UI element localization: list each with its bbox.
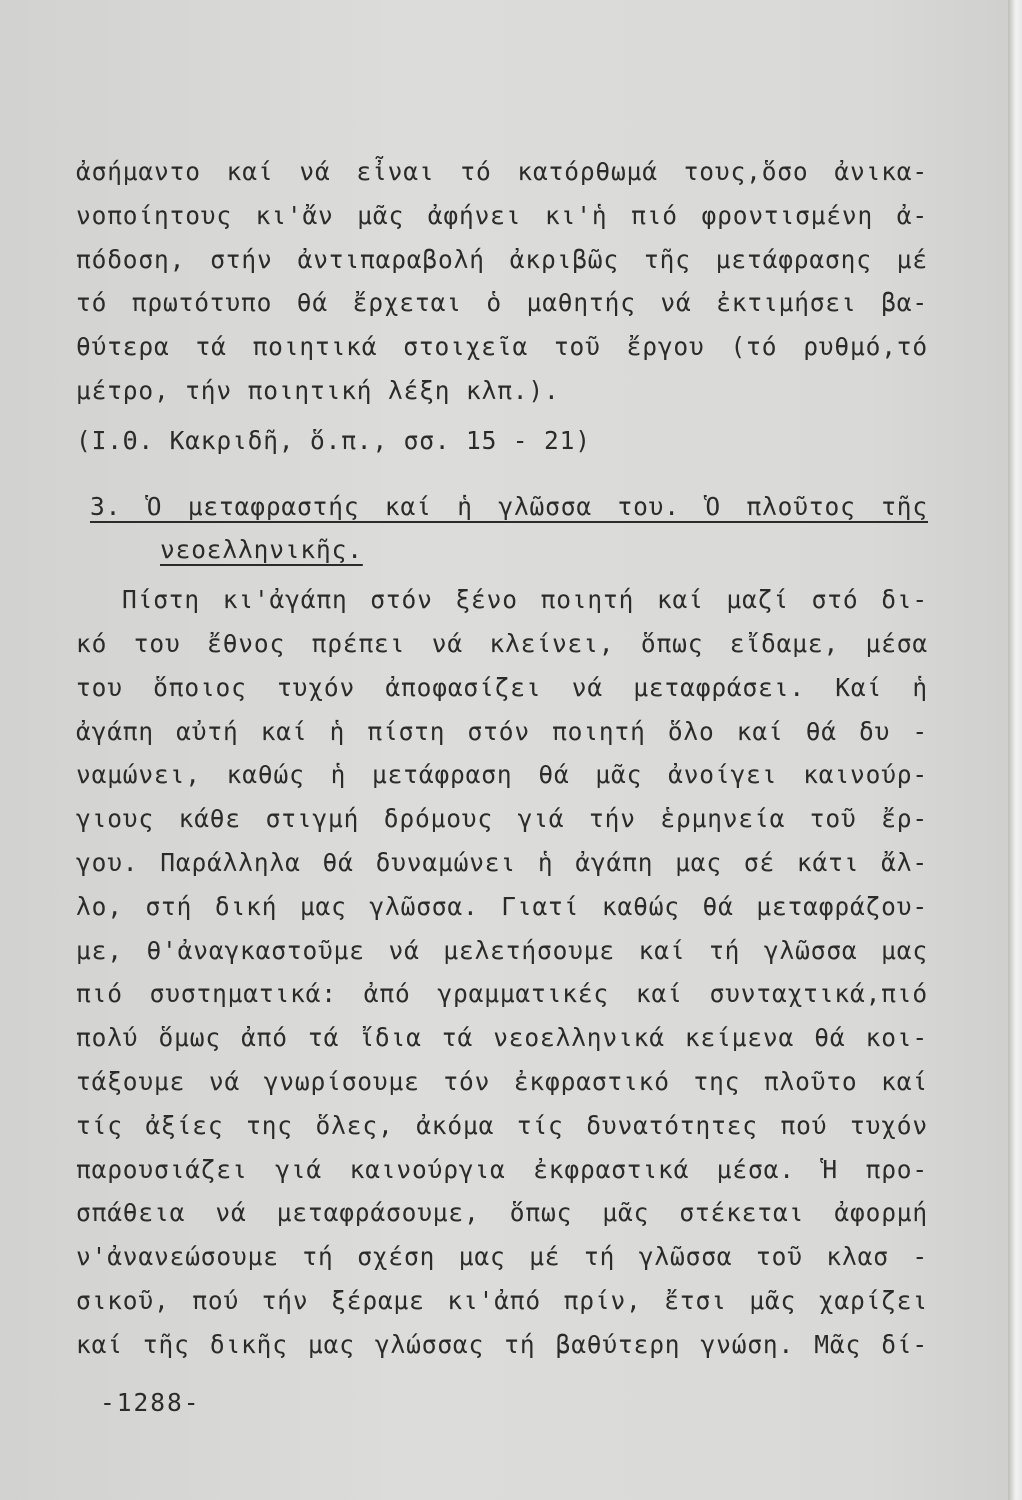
text-line: ναμώνει, καθώς ἡ μετάφραση θά μᾶς ἀνοίγει καινούρ- bbox=[76, 760, 928, 790]
text-line: με, θ'ἀναγκαστοῦμε νά μελετήσουμε καί τή γλῶσσα μας bbox=[76, 935, 928, 965]
citation: (Ι.Θ. Κακριδῆ, ὅ.π., σσ. 15 - 21) bbox=[76, 425, 591, 455]
section-heading-line: νεοελληνικῆς. bbox=[160, 535, 363, 565]
text-line: γου. Παράλληλα θά δυναμώνει ἡ ἀγάπη μας σέ κάτι ἄλ- bbox=[76, 847, 928, 877]
text-line: κό του ἔθνος πρέπει νά κλείνει, ὅπως εἴδαμε, μέσα bbox=[76, 628, 928, 658]
text-line: θύτερα τά ποιητικά στοιχεῖα τοῦ ἔργου (τό ρυθμό,τό bbox=[76, 332, 928, 362]
text-block bbox=[76, 150, 928, 1367]
text-line: του ὅποιος τυχόν ἀποφασίζει νά μεταφράσει. Καί ἡ bbox=[76, 672, 928, 702]
text-line: Πίστη κι'ἀγάπη στόν ξένο ποιητή καί μαζί στό δι- bbox=[122, 585, 928, 615]
text-line: παρουσιάζει γιά καινούργια ἐκφραστικά μέσα. Ἡ προ- bbox=[76, 1154, 928, 1184]
section-heading bbox=[90, 485, 928, 573]
text-line: νοποίητους κι'ἄν μᾶς ἀφήνει κι'ἡ πιό φροντισμένη ἀ- bbox=[76, 200, 928, 230]
page-edge bbox=[1008, 0, 1022, 1500]
text-line: πόδοση, στήν ἀντιπαραβολή ἀκριβῶς τῆς μετάφρασης μέ bbox=[76, 244, 928, 274]
body-paragraph bbox=[76, 578, 928, 1366]
text-line: πιό συστηματικά: ἀπό γραμματικές καί συνταχτικά,πιό bbox=[76, 979, 928, 1009]
text-line: σπάθεια νά μεταφράσουμε, ὅπως μᾶς στέκεται ἀφορμή bbox=[76, 1198, 928, 1228]
text-line: ἀσήμαντο καί νά εἶναι τό κατόρθωμά τους,ὅσο ἀνικα- bbox=[76, 157, 928, 186]
intro-paragraph bbox=[76, 150, 928, 413]
section-heading-line: 3. Ὁ μεταφραστής καί ἡ γλῶσσα του. Ὁ πλοῦτος τῆς bbox=[90, 491, 928, 521]
text-line: σικοῦ, πού τήν ξέραμε κι'ἀπό πρίν, ἔτσι μᾶς χαρίζει bbox=[76, 1285, 928, 1315]
text-line: πολύ ὅμως ἀπό τά ἴδια τά νεοελληνικά κείμενα θά κοι- bbox=[76, 1023, 928, 1053]
text-line: τίς ἀξίες της ὅλες, ἀκόμα τίς δυνατότητες πού τυχόν bbox=[76, 1110, 928, 1140]
text-line: τάξουμε νά γνωρίσουμε τόν ἐκφραστικό της πλοῦτο καί bbox=[76, 1066, 928, 1096]
text-line: γιους κάθε στιγμή δρόμους γιά τήν ἑρμηνεία τοῦ ἔρ- bbox=[76, 804, 928, 834]
text-line: καί τῆς δικῆς μας γλώσσας τή βαθύτερη γνώση. Μᾶς δί- bbox=[76, 1329, 928, 1359]
text-line: μέτρο, τήν ποιητική λέξη κλπ.). bbox=[76, 375, 560, 405]
text-line: ν'ἀνανεώσουμε τή σχέση μας μέ τή γλῶσσα τοῦ κλασ - bbox=[76, 1242, 928, 1272]
page-number: -1288- bbox=[100, 1388, 201, 1417]
text-line: λο, στή δική μας γλῶσσα. Γιατί καθώς θά μεταφράζου- bbox=[76, 891, 928, 921]
text-line: ἀγάπη αὐτή καί ἡ πίστη στόν ποιητή ὅλο καί θά δυ - bbox=[76, 716, 928, 746]
text-line: τό πρωτότυπο θά ἔρχεται ὁ μαθητής νά ἐκτιμήσει βα- bbox=[76, 288, 928, 318]
